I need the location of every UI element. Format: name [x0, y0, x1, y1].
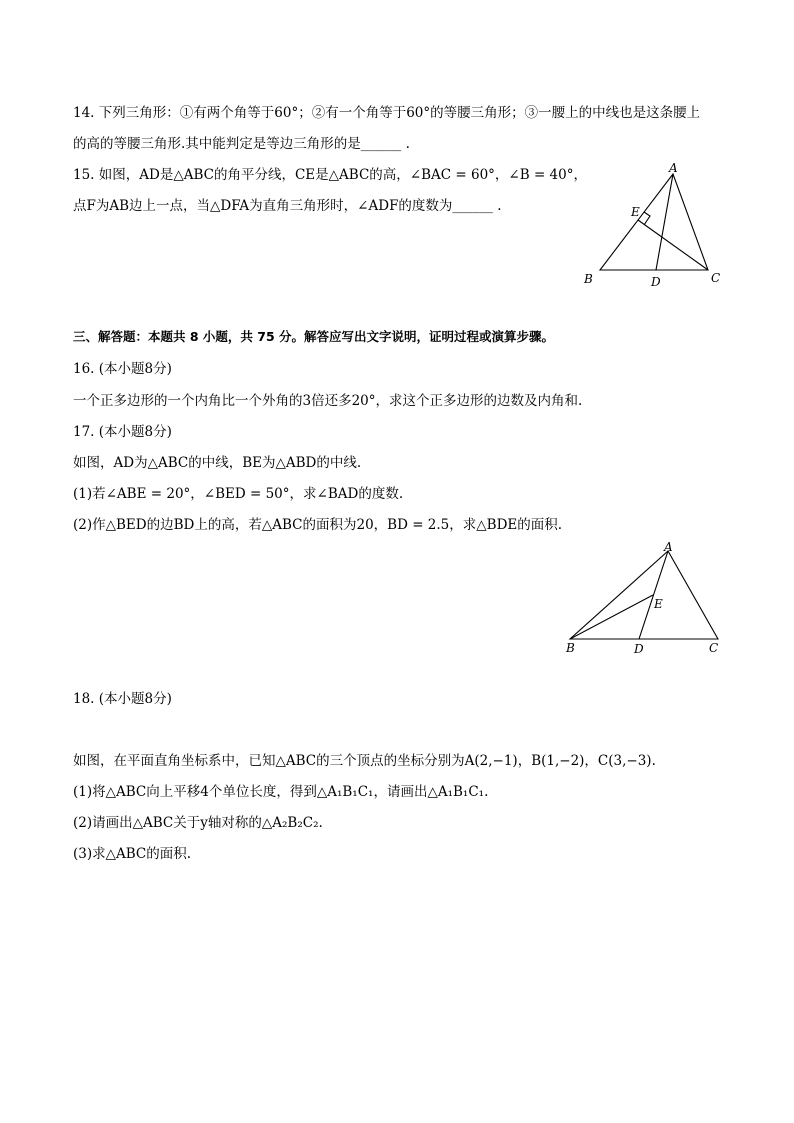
q15-label-a: A	[669, 161, 678, 175]
q17-label-d: D	[634, 642, 644, 656]
q15-triangle-abc	[600, 174, 708, 270]
q17-label-e: E	[654, 597, 663, 611]
q15-right-angle-mark	[644, 212, 650, 225]
q18-intro: 如图，在平面直角坐标系中，已知△ABC的三个顶点的坐标分别为A(2,−1)，B(1,−2)，C(3,−3).	[73, 753, 656, 769]
q15-label-e: E	[631, 205, 640, 219]
q14-line2: 的高的等腰三角形.其中能判定是等边三角形的是______ .	[73, 136, 410, 152]
q15-label-c: C	[711, 271, 721, 285]
q17-label-a: A	[664, 540, 673, 554]
q18-part1: (1)将△ABC向上平移4个单位长度，得到△A₁B₁C₁，请画出△A₁B₁C₁.	[73, 784, 489, 800]
q14-line1: 14. 下列三角形：①有两个角等于60°；②有一个角等于60°的等腰三角形；③一腰上的中线也是这条腰上	[73, 105, 701, 121]
q15-segment-ad	[656, 174, 673, 270]
q15-label-d: D	[651, 275, 661, 289]
q17-part1: (1)若∠ABE = 20°，∠BED = 50°，求∠BAD的度数.	[73, 486, 404, 502]
q17-intro: 如图，AD为△ABC的中线，BE为△ABD的中线.	[73, 455, 362, 471]
q15-segment-ce	[638, 220, 708, 270]
section3-heading: 三、解答题：本题共 8 小题，共 75 分。解答应写出文字说明，证明过程或演算步骤。	[73, 329, 555, 344]
q15-line2: 点F为AB边上一点，当△DFA为直角三角形时，∠ADF的度数为______ .	[73, 198, 502, 214]
q17-part2: (2)作△BED的边BD上的高，若△ABC的面积为20，BD = 2.5，求△BDE的面积.	[73, 517, 563, 533]
q17-label-c: C	[709, 641, 719, 655]
q17-header: 17. (本小题8分)	[73, 424, 172, 440]
q17-triangle-figure	[555, 537, 735, 662]
q18-header: 18. (本小题8分)	[73, 691, 172, 707]
q18-part3: (3)求△ABC的面积.	[73, 846, 192, 862]
q17-label-b: B	[566, 641, 575, 655]
q16-text: 一个正多边形的一个内角比一个外角的3倍还多20°，求这个正多边形的边数及内角和.	[73, 393, 583, 409]
q18-part2: (2)请画出△ABC关于y轴对称的△A₂B₂C₂.	[73, 815, 323, 831]
q15-line1: 15. 如图，AD是△ABC的角平分线，CE是△ABC的高，∠BAC = 60°，∠B = 40°，	[73, 167, 587, 183]
q17-triangle-abc	[570, 551, 718, 639]
q16-header: 16. (本小题8分)	[73, 361, 172, 377]
q15-triangle-figure	[570, 160, 740, 295]
q15-label-b: B	[584, 272, 593, 286]
